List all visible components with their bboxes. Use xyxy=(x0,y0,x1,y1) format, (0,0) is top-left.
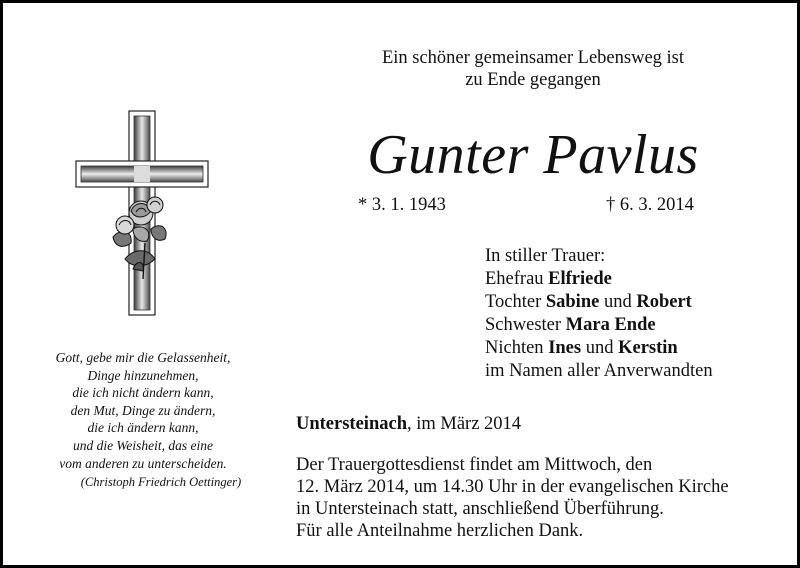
quote-line: den Mut, Dinge zu ändern, xyxy=(70,402,216,418)
quote-attribution: (Christoph Friedrich Oettinger) xyxy=(80,475,242,490)
intro-text xyxy=(303,47,763,91)
mourner-name: Ines xyxy=(548,338,582,358)
service-line: in Untersteinach statt, anschließend Überführung. xyxy=(296,499,664,519)
mourner-relation: Tochter xyxy=(485,292,542,312)
service-line: Der Trauergottesdienst findet am Mittwoch, den xyxy=(296,455,653,475)
service-info xyxy=(296,454,729,542)
mourner-name: Elfriede xyxy=(548,269,612,289)
place-date xyxy=(296,414,521,435)
intro-line: zu Ende gegangen xyxy=(465,70,601,90)
mourner-nieces xyxy=(485,337,713,360)
service-line: Für alle Anteilnahme herzlichen Dank. xyxy=(296,521,584,541)
death-date: † 6. 3. 2014 xyxy=(606,195,694,215)
serenity-quote xyxy=(23,349,263,492)
mourner-name: Kerstin xyxy=(618,338,678,358)
quote-line: vom anderen zu unterscheiden. xyxy=(59,455,227,471)
mourner-relation: Nichten xyxy=(485,338,544,358)
mourners-closing: im Namen aller Anverwandten xyxy=(485,361,713,381)
mourner-relation: Schwester xyxy=(485,315,562,335)
conjunction: und xyxy=(603,292,632,312)
mourners-heading: In stiller Trauer: xyxy=(485,246,606,266)
mourner-name: Mara Ende xyxy=(565,315,656,335)
quote-line: Gott, gebe mir die Gelassenheit, xyxy=(55,350,231,365)
quote-line: Dinge hinzunehmen, xyxy=(87,367,199,383)
intro-line: Ein schöner gemeinsamer Lebensweg ist xyxy=(381,48,685,68)
quote-line: und die Weisheit, das eine xyxy=(72,437,214,453)
mourner-wife xyxy=(485,268,713,291)
cross-with-rose-icon xyxy=(73,109,213,319)
quote-line: die ich ändern kann, xyxy=(87,420,199,436)
conjunction: und xyxy=(585,338,614,358)
mourner-name: Robert xyxy=(636,292,692,312)
mourner-daughter xyxy=(485,291,713,314)
date-text: , im März 2014 xyxy=(406,414,522,434)
service-line: 12. März 2014, um 14.30 Uhr in der evangelischen Kirche xyxy=(296,477,729,497)
mourners-list xyxy=(485,245,713,383)
mourner-sister xyxy=(485,314,713,337)
deceased-name: Gunter Pavlus xyxy=(367,124,699,186)
place-name: Untersteinach xyxy=(296,414,407,434)
mourner-relation: Ehefrau xyxy=(485,269,544,289)
birth-date: * 3. 1. 1943 xyxy=(358,195,446,215)
quote-line: die ich nicht ändern kann, xyxy=(72,385,214,401)
mourner-name: Sabine xyxy=(545,292,600,312)
